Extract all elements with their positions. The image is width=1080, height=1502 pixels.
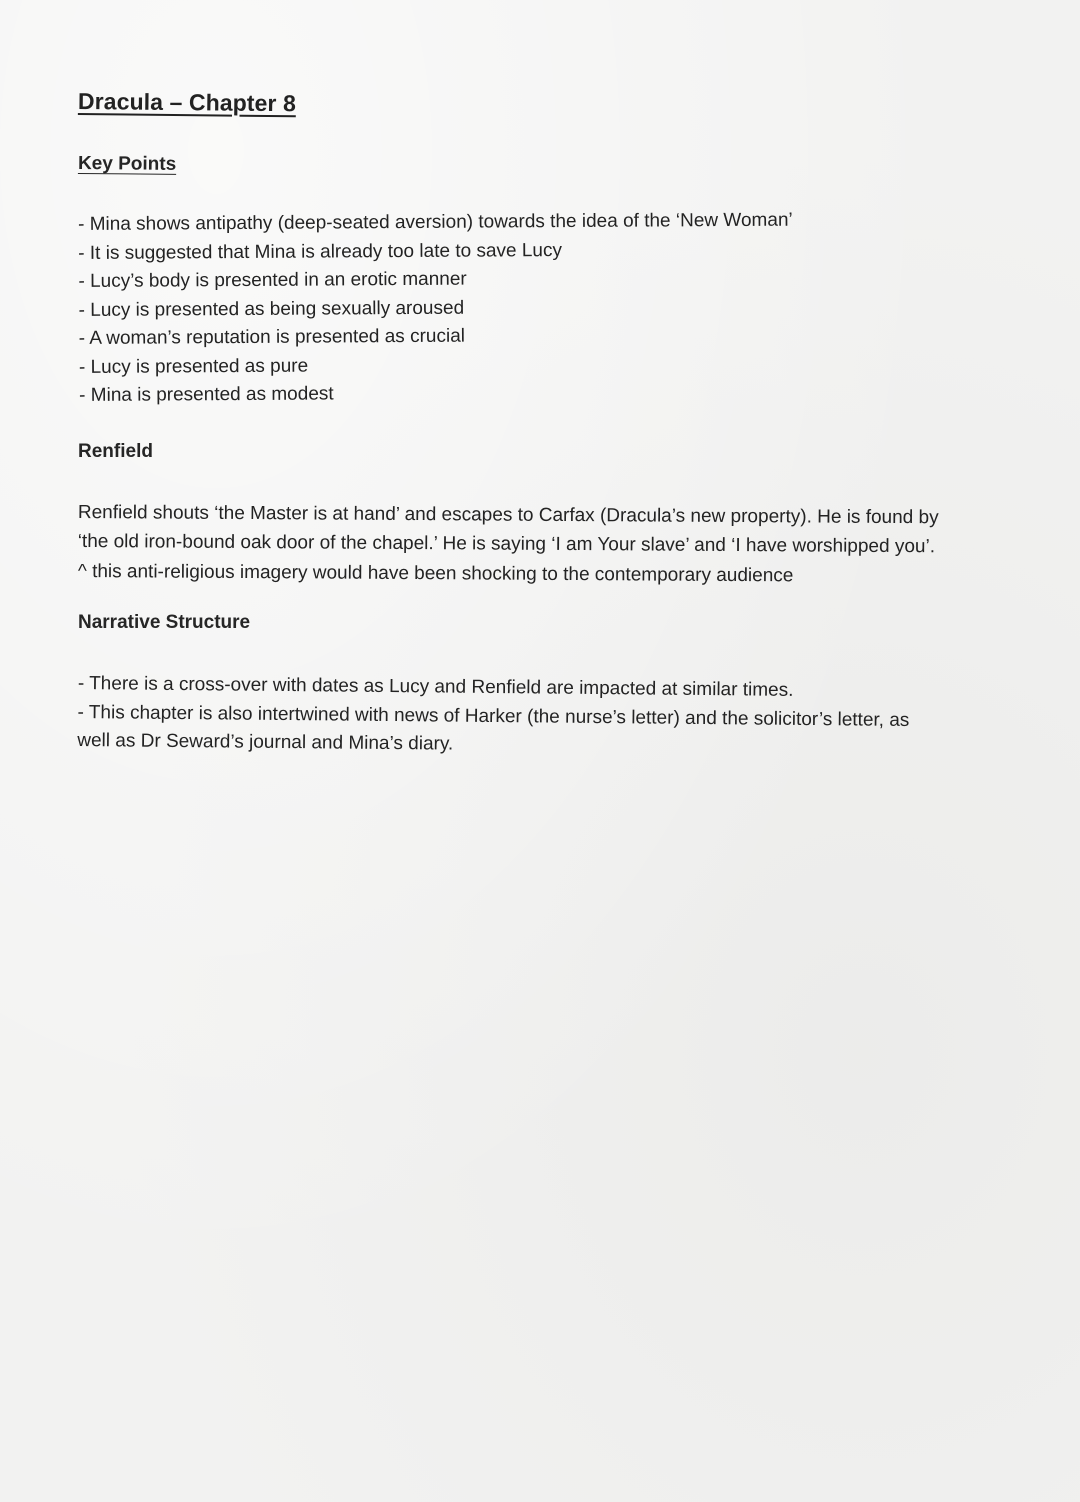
document-title: Dracula – Chapter 8 <box>77 88 297 117</box>
list-item: - A woman’s reputation is presented as crucial <box>78 325 466 349</box>
renfield-heading: Renfield <box>78 440 153 462</box>
list-item: - Lucy’s body is presented in an erotic manner <box>78 268 467 292</box>
page-content <box>78 88 948 756</box>
list-item: - Lucy is presented as pure <box>78 355 309 378</box>
renfield-note: ^ this anti-religious imagery would have been shocking to the contemporary audience <box>77 560 794 586</box>
key-points-heading: Key Points <box>77 153 177 175</box>
narrative-structure-list <box>77 670 928 764</box>
narrative-structure-heading: Narrative Structure <box>78 612 251 633</box>
key-points-list <box>78 206 949 411</box>
list-item: - There is a cross-over with dates as Lucy and Renfield are impacted at similar times. <box>77 672 794 701</box>
list-item: - This chapter is also intertwined with news of Harker (the nurse’s letter) and the solicitor’s letter, as well as Dr Seward’s journal and Mina’s diary. <box>77 701 910 755</box>
renfield-paragraph: Renfield shouts ‘the Master is at hand’ and escapes to Carfax (Dracula’s new property). He is found by ‘the old iron-bound oak door of the chapel.’ He is saying ‘I am Your slave’ and ‘I have worshipped you’. <box>77 501 939 557</box>
list-item: - Mina shows antipathy (deep-seated aversion) towards the idea of the ‘New Woman’ <box>78 209 793 235</box>
list-item: - It is suggested that Mina is already too late to save Lucy <box>78 239 563 264</box>
list-item: - Lucy is presented as being sexually aroused <box>78 297 465 321</box>
list-item: - Mina is presented as modest <box>79 383 334 406</box>
